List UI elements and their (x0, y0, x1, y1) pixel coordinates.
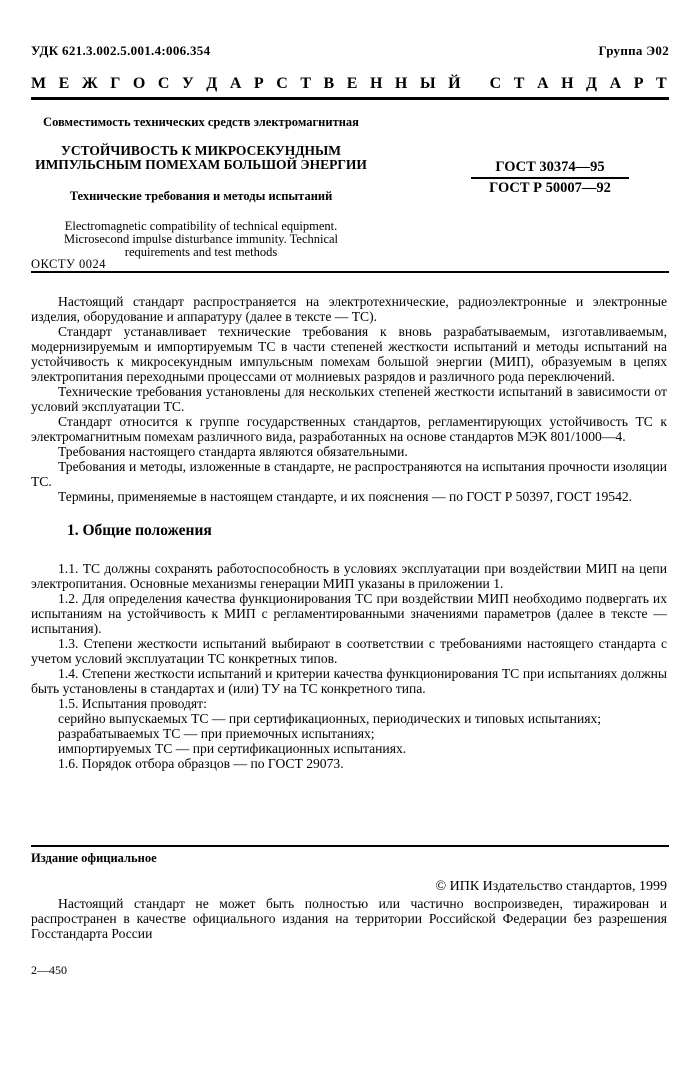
header-rule (31, 271, 669, 273)
standard-title-ru (31, 144, 371, 171)
group-code: Группа Э02 (598, 43, 669, 58)
imprint-rule (31, 845, 669, 847)
scope-paragraph: Требования настоящего стандарта являются обязательными. (58, 444, 408, 459)
standard-title-en-line2: Microsecond impulse disturbance immunity. Technical (63, 232, 339, 246)
okstu-code: ОКСТУ 0024 (31, 257, 107, 271)
print-order-code: 2—450 (31, 963, 67, 977)
section-1-paragraph: 1.4. Степени жесткости испытаний и критерии качества функционирования ТС при испытаниях должны быть установлены в стандартах и (или) ТУ на ТС конкретного типа. (31, 666, 667, 696)
standard-title-en-line1: Electromagnetic compatibility of technical equipment. (64, 219, 338, 233)
designation-gost-old: ГОСТ Р 50007—92 (489, 180, 611, 196)
standard-title-ru-line2: ИМПУЛЬСНЫМ ПОМЕХАМ БОЛЬШОЙ ЭНЕРГИИ (35, 156, 367, 172)
section-1-heading: 1. Общие положения (67, 522, 212, 539)
scope-paragraph: Технические требования установлены для нескольких степеней жесткости испытаний в зависимости от условий эксплуатации ТС. (31, 384, 667, 414)
designation-gost-new: ГОСТ 30374—95 (471, 160, 629, 179)
title-block (31, 116, 669, 259)
scope-paragraph: Требования и методы, изложенные в стандарте, не распространяются на испытания прочности изоляции ТС. (31, 459, 667, 489)
masthead-meta-row (31, 43, 669, 59)
banner-rule (31, 97, 669, 100)
section-1-list-item: разрабатываемых ТС — при приемочных испытаниях; (58, 726, 375, 741)
scope-paragraph: Настоящий стандарт распространяется на электротехнические, радиоэлектронные и электронные изделия, оборудование и аппаратуру (далее в тексте — ТС). (31, 294, 667, 324)
section-1-paragraph: 1.1. ТС должны сохранять работоспособность в условиях эксплуатации при воздействии МИП на цепи электропитания. Основные механизмы генерации МИП указаны в приложении 1. (31, 561, 667, 591)
official-edition-label: Издание официальное (31, 851, 157, 865)
section-1-paragraph: 1.2. Для определения качества функционирования ТС при воздействии МИП необходимо подвергать их испытаниям на устойчивость к МИП с регламентированными значениями параметров (далее в тексте — испытания). (31, 591, 667, 636)
reproduction-notice: Настоящий стандарт не может быть полностью или частично воспроизведен, тиражирован и распространен в качестве официального издания на территории Российской Федерации без разрешения Госстандарта России (31, 896, 667, 941)
scope-paragraph: Стандарт относится к группе государственных стандартов, регламентирующих устойчивость ТС к электромагнитным помехам различного вида, разработанных на основе стандартов МЭК 801/1000—4. (31, 414, 667, 444)
standard-title-ru-line1: УСТОЙЧИВОСТЬ К МИКРОСЕКУНДНЫМ (60, 143, 342, 158)
section-1-paragraph: 1.3. Степени жесткости испытаний выбирают в соответствии с требованиями настоящего стандарта с учетом условий эксплуатации ТС конкретных типов. (31, 636, 667, 666)
scope-paragraph: Термины, применяемые в настоящем стандарте, и их пояснения — по ГОСТ Р 50397, ГОСТ 19542. (58, 489, 633, 504)
section-1-list-item: импортируемых ТС — при сертификационных испытаниях. (58, 741, 407, 756)
udk-code: УДК 621.3.002.5.001.4:006.354 (31, 43, 211, 58)
standard-title-en (31, 220, 371, 259)
section-1-paragraph: 1.6. Порядок отбора образцов — по ГОСТ 29073. (58, 756, 344, 771)
standard-subtitle-ru: Технические требования и методы испытаний (69, 189, 333, 203)
document-body (31, 294, 667, 771)
title-left-column (31, 116, 371, 259)
section-1-list-item: серийно выпускаемых ТС — при сертификационных, периодических и типовых испытаниях; (58, 711, 602, 726)
section-1-paragraph: 1.5. Испытания проводят: (58, 696, 207, 711)
interstate-standard-banner: М Е Ж Г О С У Д А Р С Т В Е Н Н Ы Й С Т А Н Д А Р Т (31, 75, 667, 92)
standard-title-en-line3: requirements and test methods (124, 245, 278, 259)
subject-line: Совместимость технических средств электромагнитная (43, 115, 359, 129)
copyright-line: © ИПК Издательство стандартов, 1999 (435, 879, 667, 894)
scope-paragraph: Стандарт устанавливает технические требования к вновь разрабатываемым, изготавливаемым, модернизируемым и импортируемым ТС в части степеней жесткости испытаний и методы испытаний на устойчивость к микросекундным импульсным помехам большой энергии (МИП), образуемым в цепях электропитания переходными процессами от молниевых разрядов и различного рода переключений. (31, 324, 667, 384)
standard-designation (471, 160, 629, 196)
